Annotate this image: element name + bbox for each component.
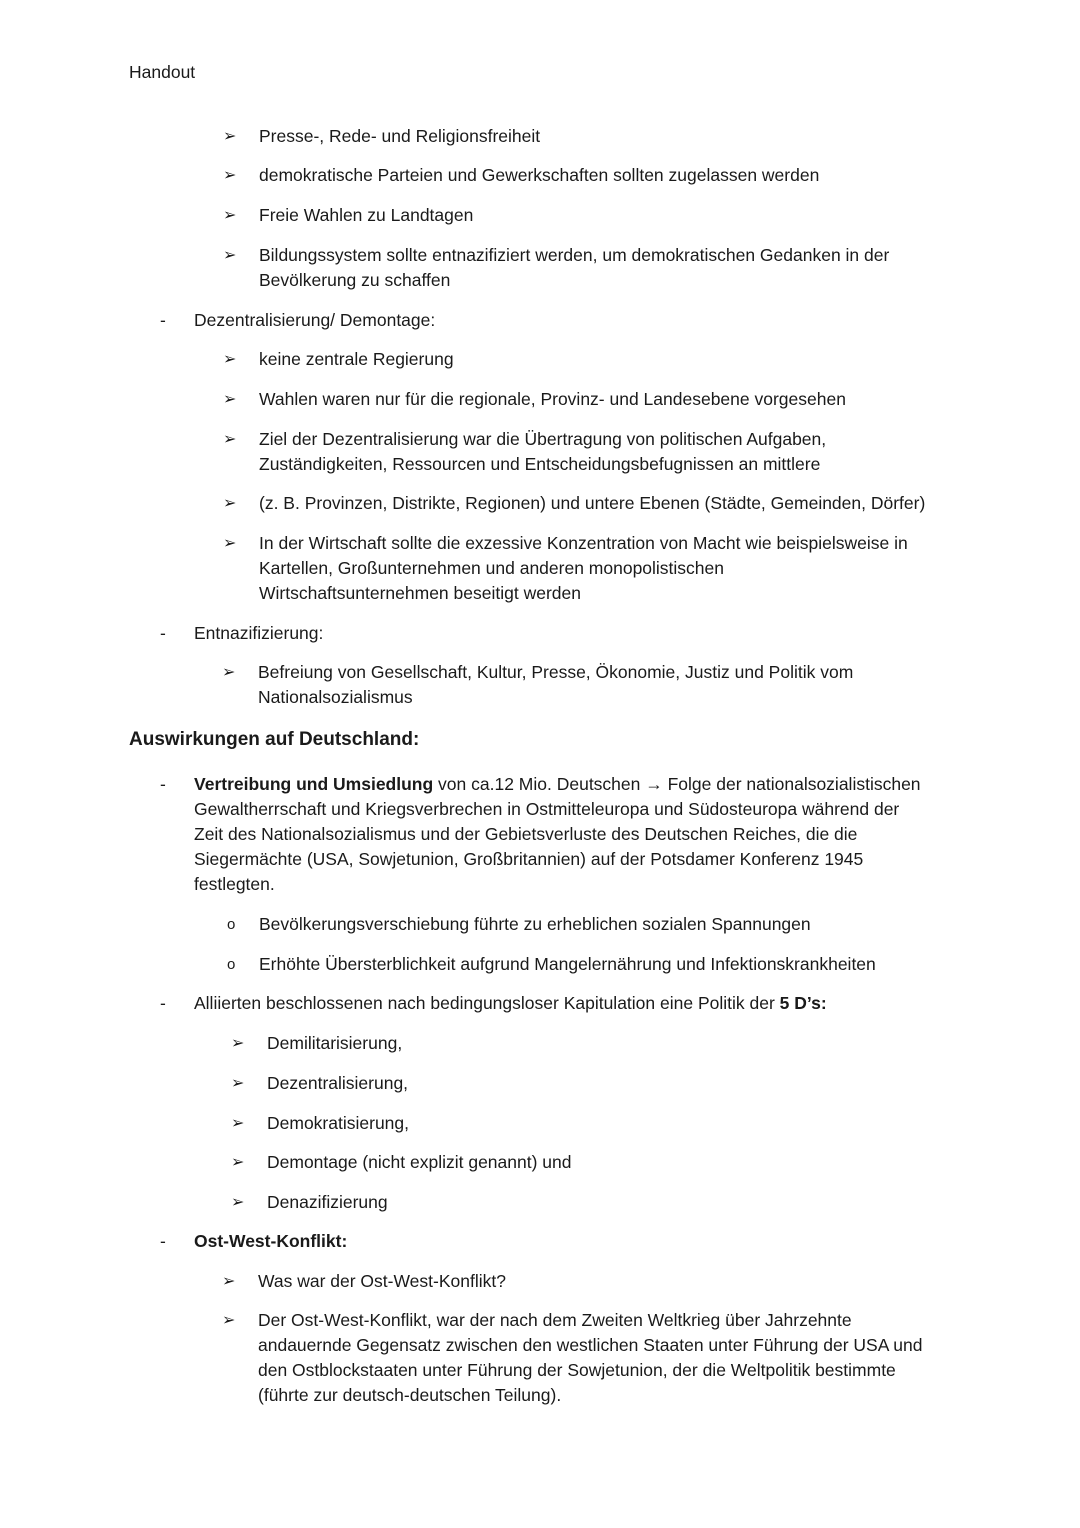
arrow-bullet-icon: ➢ xyxy=(231,1154,245,1171)
arrow-bullet-icon: ➢ xyxy=(223,128,237,145)
dash-bullet-icon: - xyxy=(160,774,166,794)
section-heading: Auswirkungen auf Deutschland: xyxy=(129,729,420,750)
list-item: ➢ Demilitarisierung, xyxy=(231,1031,402,1056)
header-title: Handout xyxy=(129,62,196,82)
list-item: ➢ Dezentralisierung, xyxy=(231,1071,408,1096)
list-item: ➢ Demontage (nicht explizit genannt) und xyxy=(231,1150,572,1175)
arrow-bullet-icon: ➢ xyxy=(231,1194,245,1211)
circle-bullet-icon: o xyxy=(227,916,236,933)
list-item: ➢ Der Ost-West-Konflikt, war der nach dem Zweiten Weltkrieg über Jahrzehnte andauernde Gegensatz zwischen den westlichen Staaten unter Führung der USA und den Ostblockstaaten unter Führung der Sowjetunion, der die Weltpolitik bestimmte (führte zur deutsch-deutschen Teilung). xyxy=(222,1310,923,1405)
list-item: - Entnazifizierung: xyxy=(194,621,323,646)
arrow-bullet-icon: ➢ xyxy=(223,495,237,512)
list-item: - Alliierten beschlossenen nach bedingungsloser Kapitulation eine Politik der 5 D’s: xyxy=(194,991,827,1016)
arrow-bullet-icon: ➢ xyxy=(231,1035,245,1052)
arrow-bullet-icon: ➢ xyxy=(223,351,237,368)
list-item: ➢ Demokratisierung, xyxy=(231,1111,409,1136)
list-item: ➢ Bildungssystem sollte entnazifiziert werden, um demokratischen Gedanken in der Bevölkerung zu schaffen xyxy=(223,245,890,290)
arrow-bullet-icon: ➢ xyxy=(223,431,237,448)
dash-bullet-icon: - xyxy=(160,623,166,643)
arrow-bullet-icon: ➢ xyxy=(223,167,237,184)
circle-bullet-icon: o xyxy=(227,956,236,973)
dash-bullet-icon: - xyxy=(160,993,166,1013)
arrow-bullet-icon: ➢ xyxy=(223,391,237,408)
list-item: - Vertreibung und Umsiedlung von ca.12 Mio. Deutschen → Folge der nationalsozialistischen Gewaltherrschaft und Kriegsverbrechen in Ostmitteleuropa und Südosteuropa während der Zeit des Nationalsozialismus und der Gebietsverluste des Deutschen Reiches, die die Siegermächte (USA, Sowjetunion, Großbritannien) auf der Potsdamer Konferenz 1945 festlegten. xyxy=(160,774,921,894)
arrow-bullet-icon: ➢ xyxy=(222,664,236,681)
list-item: - Ost-West-Konflikt: xyxy=(194,1229,347,1254)
list-item: ➢ Was war der Ost-West-Konflikt? xyxy=(222,1269,506,1294)
arrow-bullet-icon: ➢ xyxy=(223,535,237,552)
list-item: o Bevölkerungsverschiebung führte zu erheblichen sozialen Spannungen xyxy=(223,912,811,937)
arrow-bullet-icon: ➢ xyxy=(231,1075,245,1092)
list-item: ➢ Befreiung von Gesellschaft, Kultur, Presse, Ökonomie, Justiz und Politik vom Nationalsozialismus xyxy=(222,662,854,707)
list-item: ➢ Freie Wahlen zu Landtagen xyxy=(223,203,473,228)
list-item: ➢ Presse-, Rede- und Religionsfreiheit xyxy=(223,124,540,149)
list-item: ➢ keine zentrale Regierung xyxy=(223,347,454,372)
dash-bullet-icon: - xyxy=(160,310,166,330)
list-item: ➢ (z. B. Provinzen, Distrikte, Regionen) und untere Ebenen (Städte, Gemeinden, Dörfer) xyxy=(223,491,925,516)
arrow-bullet-icon: ➢ xyxy=(222,1273,236,1290)
list-item: ➢ Ziel der Dezentralisierung war die Übertragung von politischen Aufgaben, Zuständigkeiten, Ressourcen und Entscheidungsbefugnissen an mittlere xyxy=(223,429,827,474)
list-item: ➢ In der Wirtschaft sollte die exzessive Konzentration von Macht wie beispielsweise in Kartellen, Großunternehmen und anderen monopolistischen Wirtschaftsunternehmen beseitigt werden xyxy=(223,533,908,603)
dash-bullet-icon: - xyxy=(160,1231,166,1251)
arrow-bullet-icon: ➢ xyxy=(223,247,237,264)
list-item: ➢ Wahlen waren nur für die regionale, Provinz- und Landesebene vorgesehen xyxy=(223,387,846,412)
arrow-bullet-icon: ➢ xyxy=(222,1312,236,1329)
list-item: o Erhöhte Übersterblichkeit aufgrund Mangelernährung und Infektionskrankheiten xyxy=(223,952,876,977)
arrow-bullet-icon: ➢ xyxy=(231,1115,245,1132)
arrow-bullet-icon: ➢ xyxy=(223,207,237,224)
list-item: ➢ Denazifizierung xyxy=(231,1190,388,1215)
list-item: - Dezentralisierung/ Demontage: xyxy=(194,308,435,333)
list-item: ➢ demokratische Parteien und Gewerkschaften sollten zugelassen werden xyxy=(223,163,819,188)
